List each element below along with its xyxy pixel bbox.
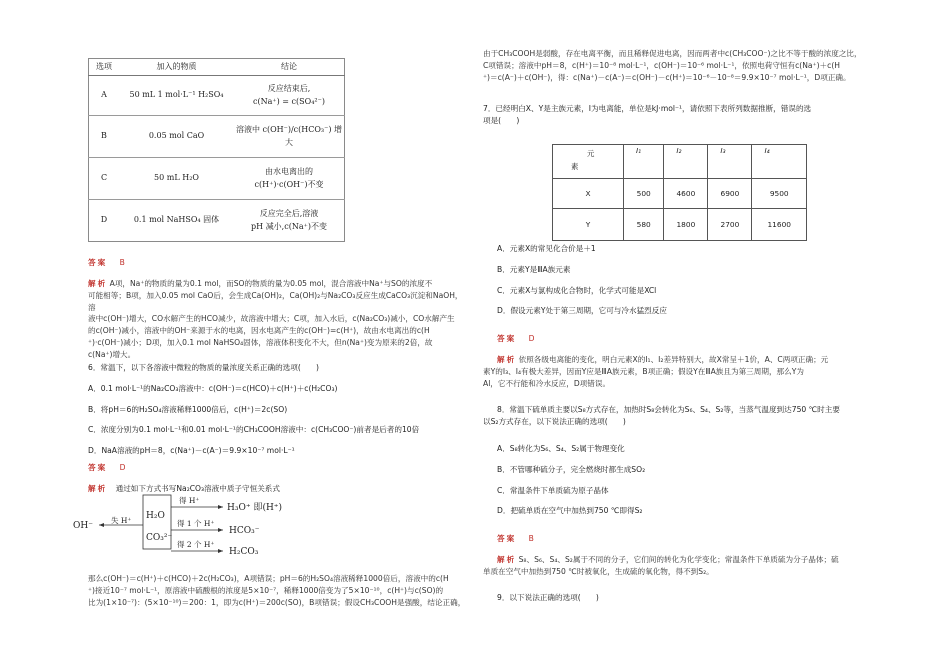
answer-label: 答案 <box>497 334 517 343</box>
option-a: A．0.1 mol·L⁻¹的Na₂CO₃溶液中：c(OH⁻)＝c(HCO)＋c(H⁺)＋c(H₂CO₃) <box>88 383 338 393</box>
table-row <box>89 200 345 242</box>
arrow-left-head <box>99 523 104 527</box>
arrow-3-head <box>218 549 223 553</box>
product-2: HCO₃⁻ <box>229 526 260 536</box>
answer-label: 答案 <box>88 463 108 472</box>
explanation-7: 解析 依照各级电离能的变化，明白元素X的I₁、I₂差异特别大，故X常呈＋1价，A、C两项正确；元 素Y的I₃、I₄有极大差异，因而Y应是ⅢA族元素，B项正确；假设Y在ⅢA族且为第三周期，那么Y为 Al，它不行能和冷水反应，D项错误。 <box>483 355 829 388</box>
option-d: D．假设元素Y处于第三周期，它可与冷水猛烈反应 <box>497 306 667 316</box>
question-7: 7．已经明白X、Y是主族元素，I为电离能，单位是kJ·mol⁻¹，请依照下表所列数据推断，错误的选 项是( ) <box>483 103 878 127</box>
proton-balance-diagram <box>73 483 303 567</box>
table-row <box>89 158 345 200</box>
answer-value: B <box>119 258 125 267</box>
table-cell: 1800 <box>664 209 708 241</box>
option-b: B．将pH＝6的H₂SO₄溶液稀释1000倍后，c(H⁺)＝2c(SO) <box>88 404 288 414</box>
question-9 <box>497 592 877 604</box>
table-cell: 580 <box>624 209 664 241</box>
table-row <box>89 116 345 158</box>
table-header-i2: I₂ <box>664 145 708 179</box>
table-header-substance: 加入的物质 <box>119 59 234 76</box>
arrow-2-head <box>218 528 223 532</box>
table-header-i3: I₃ <box>708 145 752 179</box>
arrow-1-head <box>218 505 223 509</box>
table-cell-conclusion: 溶液中 c(OH⁻)/c(HCO₃⁻) 增大 <box>234 116 345 158</box>
center-water: H₂O <box>146 511 165 521</box>
question-8-options <box>497 443 877 517</box>
question-stem: 8．常温下硫单质主要以S₈方式存在，加热时S₈会转化为S₆、S₄、S₂等，当蒸气温度到达750 ℃时主要 <box>497 405 840 414</box>
table-cell-conclusion: 反应结束后, c(Na⁺) = c(SO₄²⁻) <box>234 76 345 116</box>
answer-value: D <box>528 334 535 343</box>
table-header-conclusion: 结论 <box>234 59 345 76</box>
table-cell-substance: 50 mL 1 mol·L⁻¹ H₂SO₄ <box>119 76 234 116</box>
answer-6 <box>88 462 125 474</box>
question-stem: 7．已经明白X、Y是主族元素，I为电离能，单位是kJ·mol⁻¹，请依照下表所列数据推断，错误的选 <box>483 104 812 113</box>
table-corner-cell: 元 素 <box>553 145 624 179</box>
option-a: A．S₈转化为S₆、S₄、S₂属于物理变化 <box>497 444 625 453</box>
question-8: 8．常温下硫单质主要以S₈方式存在，加热时S₈会转化为S₆、S₄、S₂等，当蒸气温度到达750 ℃时主要 以S₂方式存在，以下说法正确的选项( ) <box>483 404 878 428</box>
table-cell: 11600 <box>752 209 807 241</box>
table-cell: 4600 <box>664 179 708 209</box>
explanation-8: 解析 S₈、S₆、S₄、S₂属于不同的分子，它们间的转化为化学变化；常温条件下单质硫为分子晶体；硫 单质在空气中加热到750 ℃时被氧化，生成硫的氧化物，得不到S₂。 <box>483 555 839 576</box>
explanation-label: 解析 <box>88 484 108 493</box>
table-cell-option: D <box>100 215 108 225</box>
product-3: H₂CO₃ <box>229 547 259 557</box>
option-c: C．浓度分别为0.1 mol·L⁻¹和0.01 mol·L⁻¹的CH₃COOH溶液中：c(CH₃COO⁻)前者是后者的10倍 <box>88 425 420 435</box>
table-row <box>553 209 807 241</box>
question-stem: 6．常温下，以下各溶液中微粒的物质的量浓度关系正确的选项( ) <box>88 363 319 372</box>
question-7-options <box>497 243 877 317</box>
table-cell-option: B <box>89 116 120 158</box>
option-c: C．常温条件下单质硫为原子晶体 <box>497 485 609 495</box>
center-carbonate: CO₃²⁻ <box>146 533 173 543</box>
table-header-option: 选项 <box>89 59 120 76</box>
answer-value: B <box>528 534 534 543</box>
table-row <box>553 179 807 209</box>
explanation-6: 那么c(OH⁻)＝c(H⁺)＋c(HCO)＋2c(H₂CO₃)，A项错误；pH＝6的H₂SO₄溶液稀释1000倍后，溶液中的c(H ⁺)接近10⁻⁷ mol·L⁻¹，原溶液中硫酸根的浓度是5×10⁻⁷，稀释1000倍变为了5×10⁻¹⁰，c(H⁺)与c(SO)的 比为(1×10⁻⁷)：(5×10⁻¹⁰)＝200：1，即为c(H⁺)＝200c(SO)，B项错误；假设CH₃COOH是强酸，结论正确， <box>88 574 466 607</box>
answer-label: 答案 <box>497 534 517 543</box>
question-6 <box>88 362 468 457</box>
option-d: D．把硫单质在空气中加热到750 ℃即得S₂ <box>497 506 643 516</box>
table-header-i1: I₁ <box>624 145 664 179</box>
gain-3-label: 得 2 个 H⁺ <box>177 540 215 549</box>
explanation-6-continued: 由于CH₃COOH是弱酸，存在电离平衡，而且稀释促进电离，因而两者中c(CH₃COO⁻)之比不等于酸的浓度之比， C项错误；溶液中pH＝8，c(H⁺)＝10⁻⁸ mol·L⁻¹，c(OH⁻)＝10⁻⁶ mol·L⁻¹，依照电荷守恒有c(Na⁺)＋c(H ⁺)＝c(A⁻)＋c(OH⁻)，得：c(Na⁺)－c(A⁻)＝c(OH⁻)－c(H⁺)＝10⁻⁶－10⁻⁸＝9.9×10⁻⁷ mol·L⁻¹，D项正确。 <box>483 49 862 82</box>
table-cell: 500 <box>624 179 664 209</box>
answer-7 <box>497 333 534 345</box>
table-cell-conclusion: 反应完全后,溶液 pH 减小,c(Na⁺)不变 <box>251 209 327 231</box>
explanation-5: 解析 A项，Na⁺的物质的量为0.1 mol，而SO的物质的量为0.05 mol，混合溶液中Na⁺与SO的浓度不 可能相等；B项，加入0.05 mol CaO后，会生成Ca(OH)₂，Ca(OH)₂与Na₂CO₃反应生成CaCO₃沉淀和NaOH，溶 液中c(OH⁻)增大，CO水解产生的HCO减少，故溶液中增大；C项，加入水后，c(Na₂CO₃)减小，CO水解产生 的c(OH⁻)减小，溶液中的OH⁻来源于水的电离，因水电离产生的c(OH⁻)=c(H⁺)，故由水电离出的c(H ⁺)·c(OH⁻)减小；D项，加入0.1 mol NaHSO₄固体，溶液体积变化不大，但n(Na⁺)变为原来的2倍，故 c(Na⁺)增大。 <box>88 279 463 359</box>
table-cell-substance: 50 mL H₂O <box>119 158 234 200</box>
table-header-i4: I₄ <box>752 145 807 179</box>
option-d: D．NaA溶液的pH＝8，c(Na⁺)－c(A⁻)＝9.9×10⁻⁷ mol·L⁻¹ <box>88 446 295 456</box>
table-cell-substance: 0.05 mol CaO <box>119 116 234 158</box>
table-cell-element: X <box>553 179 624 209</box>
oh-label: OH⁻ <box>73 521 93 531</box>
option-c: C．元素X与氯构成化合物时，化学式可能是XCl <box>497 285 657 295</box>
table-cell: 2700 <box>708 209 752 241</box>
explanation-label: 解析 <box>497 555 517 564</box>
explanation-6-intro: 解析 通过如下方式书写Na₂CO₃溶液中质子守恒关系式 <box>88 484 280 493</box>
answer-label: 答案 <box>88 258 108 267</box>
option-b: B．元素Y是ⅢA族元素 <box>497 264 571 274</box>
table-cell-option: C <box>89 158 120 200</box>
answer-8 <box>497 533 534 545</box>
table-cell-element: Y <box>553 209 624 241</box>
explanation-label: 解析 <box>497 355 517 364</box>
question-stem: 9．以下说法正确的选项( ) <box>497 593 599 602</box>
table-cell: 9500 <box>752 179 807 209</box>
options-table <box>88 58 345 242</box>
gain-1-label: 得 H⁺ <box>179 496 200 505</box>
table-cell: 6900 <box>708 179 752 209</box>
table-cell-option: A <box>89 76 120 116</box>
product-1: H₃O⁺ 即(H⁺) <box>227 503 283 513</box>
option-a: A．元素X的常见化合价是＋1 <box>497 244 596 253</box>
ionization-table <box>552 144 807 241</box>
option-b: B．不管哪种硫分子，完全燃烧时都生成SO₂ <box>497 464 646 474</box>
table-cell-substance: 0.1 mol NaHSO₄ 固体 <box>133 215 220 225</box>
gain-2-label: 得 1 个 H⁺ <box>177 519 215 528</box>
explanation-label: 解析 <box>88 279 108 288</box>
answer-5 <box>88 257 125 269</box>
table-row <box>89 76 345 116</box>
table-cell-conclusion: 由水电离出的 c(H⁺)·c(OH⁻)不变 <box>234 158 345 200</box>
table-header-row <box>89 59 345 76</box>
lose-h-label: 失 H⁺ <box>111 516 132 525</box>
table-header-row <box>553 145 807 179</box>
answer-value: D <box>119 463 126 472</box>
